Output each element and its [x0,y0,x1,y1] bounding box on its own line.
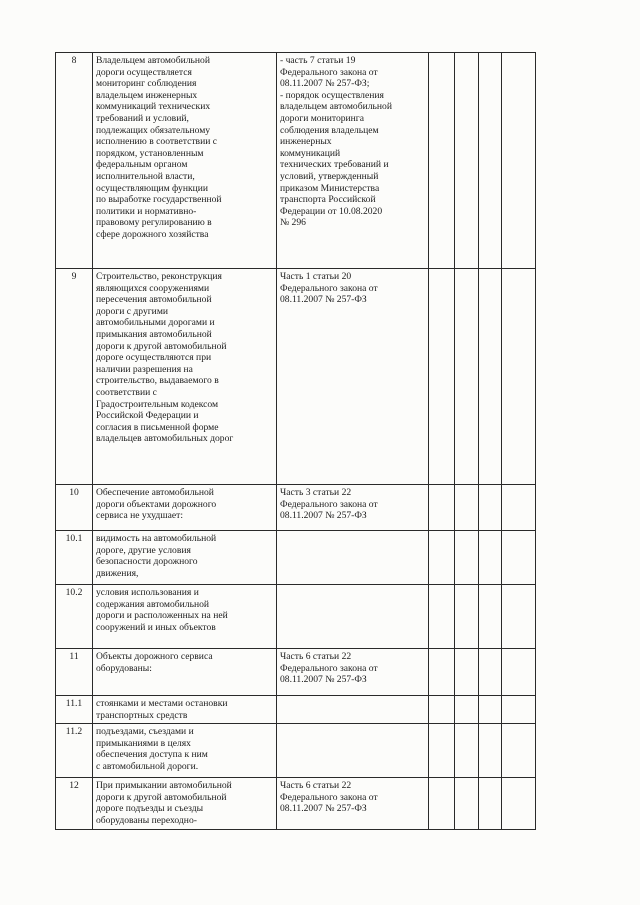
table-row [56,531,536,585]
empty-cell [429,649,455,696]
empty-cell [455,531,479,585]
requirement-text: стоянками и местами остановки транспортных средств [93,696,277,724]
requirement-text: При примыкании автомобильной дороги к другой автомобильной дороге подъезды и съезды оборудованы переходно- [93,778,277,830]
empty-cell [429,53,455,269]
requirement-text: видимость на автомобильной дороге, другие условия безопасности дорожного движения, [93,531,277,585]
table-row [56,724,536,778]
requirement-text: Обеспечение автомобильной дороги объектами дорожного сервиса не ухудшает: [93,485,277,531]
empty-cell [455,778,479,830]
table-row [56,649,536,696]
empty-cell [429,531,455,585]
empty-cell [502,696,536,724]
empty-cell [502,531,536,585]
row-number: 8 [56,53,93,269]
empty-cell [455,585,479,649]
empty-cell [502,778,536,830]
legal-reference [277,531,429,585]
empty-cell [479,53,502,269]
empty-cell [502,724,536,778]
table-row [56,696,536,724]
empty-cell [502,649,536,696]
requirements-table [55,52,536,830]
empty-cell [429,485,455,531]
empty-cell [429,269,455,485]
empty-cell [479,724,502,778]
row-number: 10.1 [56,531,93,585]
legal-reference [277,696,429,724]
empty-cell [479,778,502,830]
legal-reference: Часть 6 статьи 22 Федерального закона от 08.11.2007 № 257-ФЗ [277,649,429,696]
row-number: 11 [56,649,93,696]
row-number: 9 [56,269,93,485]
legal-reference [277,724,429,778]
empty-cell [429,778,455,830]
empty-cell [479,585,502,649]
requirement-text: Владельцем автомобильной дороги осуществляется мониторинг соблюдения владельцем инженерных коммуникаций технических требований и условий, подлежащих обязательному исполнению в соответствии с порядком, установленным федеральным органом исполнительной власти, осуществляющим функции по выработке государственной политики и нормативно- правовому регулированию в сфере дорожного хозяйства [93,53,277,269]
table-row [56,778,536,830]
requirement-text: условия использования и содержания автомобильной дороги и расположенных на ней сооружений и иных объектов [93,585,277,649]
empty-cell [455,269,479,485]
empty-cell [429,724,455,778]
row-number: 10.2 [56,585,93,649]
row-number: 12 [56,778,93,830]
row-number: 11.1 [56,696,93,724]
legal-reference: Часть 6 статьи 22 Федерального закона от 08.11.2007 № 257-ФЗ [277,778,429,830]
empty-cell [479,269,502,485]
empty-cell [479,649,502,696]
table-row [56,53,536,269]
empty-cell [479,696,502,724]
empty-cell [502,269,536,485]
requirement-text: Объекты дорожного сервиса оборудованы: [93,649,277,696]
empty-cell [455,649,479,696]
empty-cell [429,696,455,724]
empty-cell [455,53,479,269]
empty-cell [429,585,455,649]
empty-cell [455,724,479,778]
legal-reference [277,585,429,649]
empty-cell [479,531,502,585]
table-row [56,485,536,531]
legal-reference: Часть 3 статьи 22 Федерального закона от 08.11.2007 № 257-ФЗ [277,485,429,531]
legal-reference: - часть 7 статьи 19 Федерального закона от 08.11.2007 № 257-ФЗ; - порядок осуществления владельцем автомобильной дороги мониторинга соблюдения владельцем инженерных коммуникаций технических требований и условий, утвержденный приказом Министерства транспорта Российской Федерации от 10.08.2020 № 296 [277,53,429,269]
empty-cell [502,53,536,269]
empty-cell [502,485,536,531]
requirement-text: Строительство, реконструкция являющихся сооружениями пересечения автомобильной дороги с другими автомобильными дорогами и примыкания автомобильной дороги к другой автомобильной дороге осуществляются при наличии разрешения на строительство, выдаваемого в соответствии с Градостроительным кодексом Российской Федерации и согласия в письменной форме владельцев автомобильных дорог [93,269,277,485]
row-number: 11.2 [56,724,93,778]
empty-cell [502,585,536,649]
table-row [56,269,536,485]
table-row [56,585,536,649]
empty-cell [479,485,502,531]
empty-cell [455,696,479,724]
legal-reference: Часть 1 статьи 20 Федерального закона от 08.11.2007 № 257-ФЗ [277,269,429,485]
requirement-text: подъездами, съездами и примыканиями в целях обеспечения доступа к ним с автомобильной дороги. [93,724,277,778]
row-number: 10 [56,485,93,531]
empty-cell [455,485,479,531]
